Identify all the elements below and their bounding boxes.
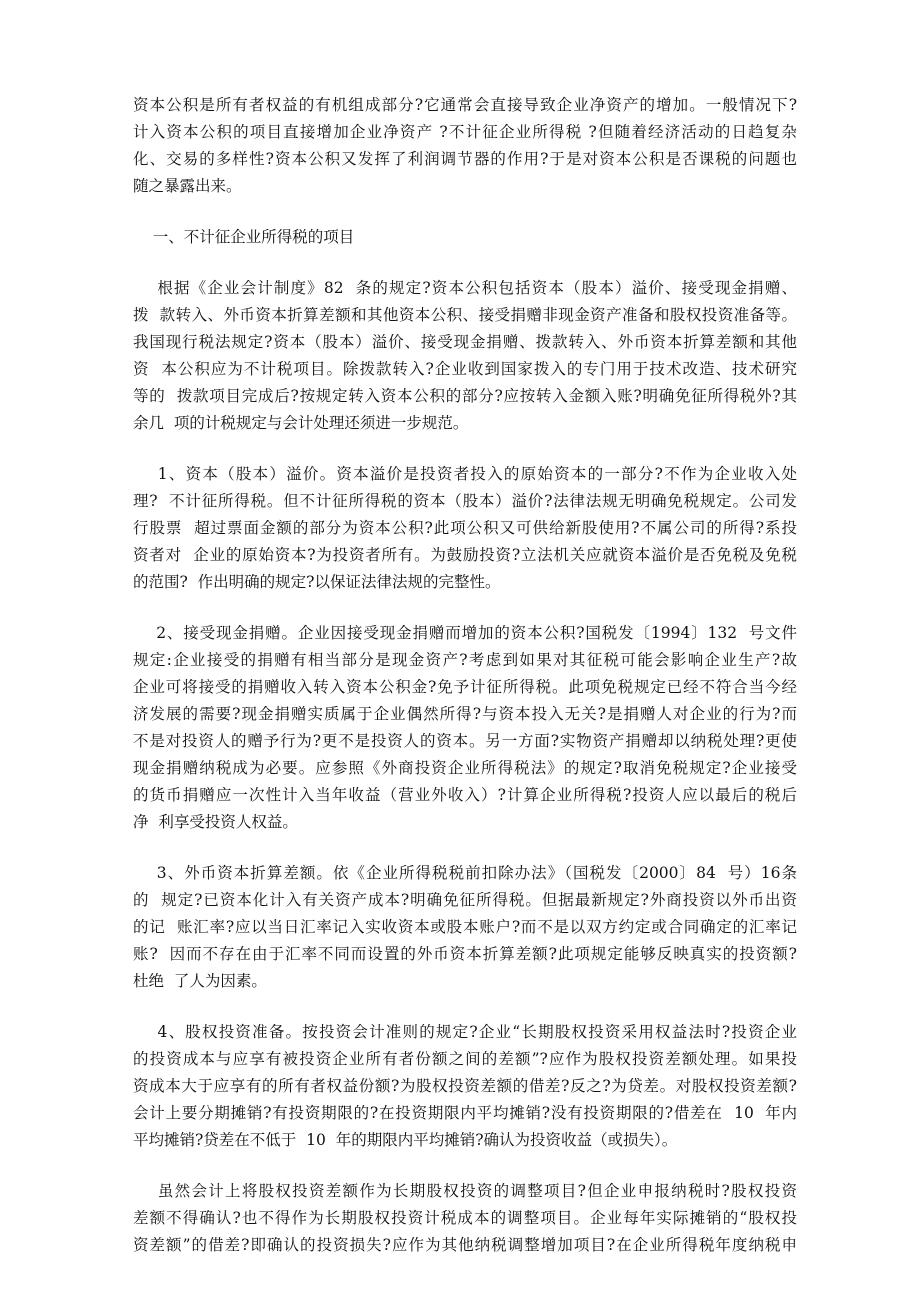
text-line: 资差额”的借差?即确认的投资损失?应作为其他纳税调整增加项目?在企业所得税年度纳税申 [133,1236,797,1254]
text-line: 虽然会计上将股权投资差额作为长期股权投资的调整项目?但企业申报纳税时?股权投资 [133,1182,797,1200]
text-line: 不是对投资人的赠予行为?更不是投资人的资本。另一方面?实物资产捐赠却以纳税处理?更使 [133,732,797,750]
text-line: 差额不得确认?也不得作为长期股权投资计税成本的调整项目。企业每年实际摊销的“股权投 [133,1209,797,1227]
text-line: 资本公积是所有者权益的有机组成部分?它通常会直接导致企业净资产的增加。一般情况下? [133,96,797,114]
paragraph [133,1019,797,1154]
text-line: 杜绝 了人为因素。 [133,972,267,990]
text-line: 我国现行税法规定?资本（股本）溢价、接受现金捐赠、拨款转入、外币资本折算差额和其他 [133,333,797,351]
paragraph [133,620,797,836]
paragraph [133,461,797,596]
paragraph [133,92,797,200]
text-line: 1、资本（股本）溢价。资本溢价是投资者投入的原始资本的一部分?不作为企业收入处 [133,465,797,483]
text-line: 等的 拨款项目完成后?按规定转入资本公积的部分?应按转入金额入账?明确免征所得税外?其 [133,387,797,405]
text-line: 理? 不计征所得税。但不计征所得税的资本（股本）溢价?法律法规无明确免税规定。公司发 [133,492,797,510]
text-line: 余几 项的计税规定与会计处理还须进一步规范。 [133,414,469,432]
text-line: 的记 账汇率?应以当日汇率记入实收资本或股本账户?而不是以双方约定或合同确定的汇率记 [133,918,797,936]
text-line: 账? 因而不存在由于汇率不同而设置的外币资本折算差额?此项规定能够反映真实的投资额? [133,945,797,963]
text-line: 的 规定?已资本化计入有关资产成本?明确免征所得税。但据最新规定?外商投资以外币出资 [133,891,797,909]
text-line: 现金捐赠纳税成为必要。应参照《外商投资企业所得税法》的规定?取消免税规定?企业接受 [133,759,797,777]
text-line: 的投资成本与应享有被投资企业所有者份额之间的差额”?应作为股权投资差额处理。如果投 [133,1050,797,1068]
text-line: 企业可将接受的捐赠收入转入资本公积金?免予计征所得税。此项免税规定已经不符合当今经 [133,678,797,696]
text-line: 资成本大于应享有的所有者权益份额?为股权投资差额的借差?反之?为贷差。对股权投资差额? [133,1077,797,1095]
text-line: 会计上要分期摊销?有投资期限的?在投资期限内平均摊销?没有投资期限的?借差在 10 年内 [133,1104,797,1122]
text-line: 行股票 超过票面金额的部分为资本公积?此项公积又可供给新股使用?不属公司的所得?系投 [133,519,797,537]
text-line: 济发展的需要?现金捐赠实质属于企业偶然所得?与资本投入无关?是捐赠人对企业的行为?而 [133,705,797,723]
text-line: 根据《企业会计制度》82 条的规定?资本公积包括资本（股本）溢价、接受现金捐赠、 [133,279,797,297]
text-line: 2、接受现金捐赠。企业因接受现金捐赠而增加的资本公积?国税发〔1994〕132 号文件 [133,624,797,642]
text-line: 化、交易的多样性?资本公积又发挥了利润调节器的作用?于是对资本公积是否课税的问题也 [133,150,797,168]
paragraph [133,224,797,251]
text-line: 随之暴露出来。 [133,177,242,195]
paragraph [133,1178,797,1259]
text-line: 规定:企业接受的捐赠有相当部分是现金资产?考虑到如果对其征税可能会影响企业生产?故 [133,651,797,669]
paragraph [133,275,797,437]
paragraph [133,860,797,995]
text-line: 资者对 企业的原始资本?为投资者所有。为鼓励投资?立法机关应就资本溢价是否免税及免税 [133,546,797,564]
text-line: 的货币捐赠应一次性计入当年收益（营业外收入）?计算企业所得税?投资人应以最后的税后 [133,786,797,804]
text-line: 拨 款转入、外币资本折算差额和其他资本公积、接受捐赠非现金资产准备和股权投资准备等。 [133,306,797,324]
text-line: 的范围? 作出明确的规定?以保证法律法规的完整性。 [133,573,501,591]
text-line: 3、外币资本折算差额。依《企业所得税税前扣除办法》（国税发〔2000〕84 号）16条 [133,864,797,882]
text-line: 4、股权投资准备。按投资会计准则的规定?企业“长期股权投资采用权益法时?投资企业 [133,1023,797,1041]
text-line: 资 本公积应为不计税项目。除拨款转入?企业收到国家拨入的专门用于技术改造、技术研究 [133,360,797,378]
document-body [133,92,797,1283]
text-line: 计入资本公积的项目直接增加企业净资产 ?不计征企业所得税 ?但随着经济活动的日趋复杂 [133,123,797,141]
text-line: 净 利享受投资人权益。 [133,813,298,831]
text-line: 一、不计征企业所得税的项目 [133,228,355,246]
text-line: 平均摊销?贷差在不低于 10 年的期限内平均摊销?确认为投资收益（或损失）。 [133,1131,678,1149]
